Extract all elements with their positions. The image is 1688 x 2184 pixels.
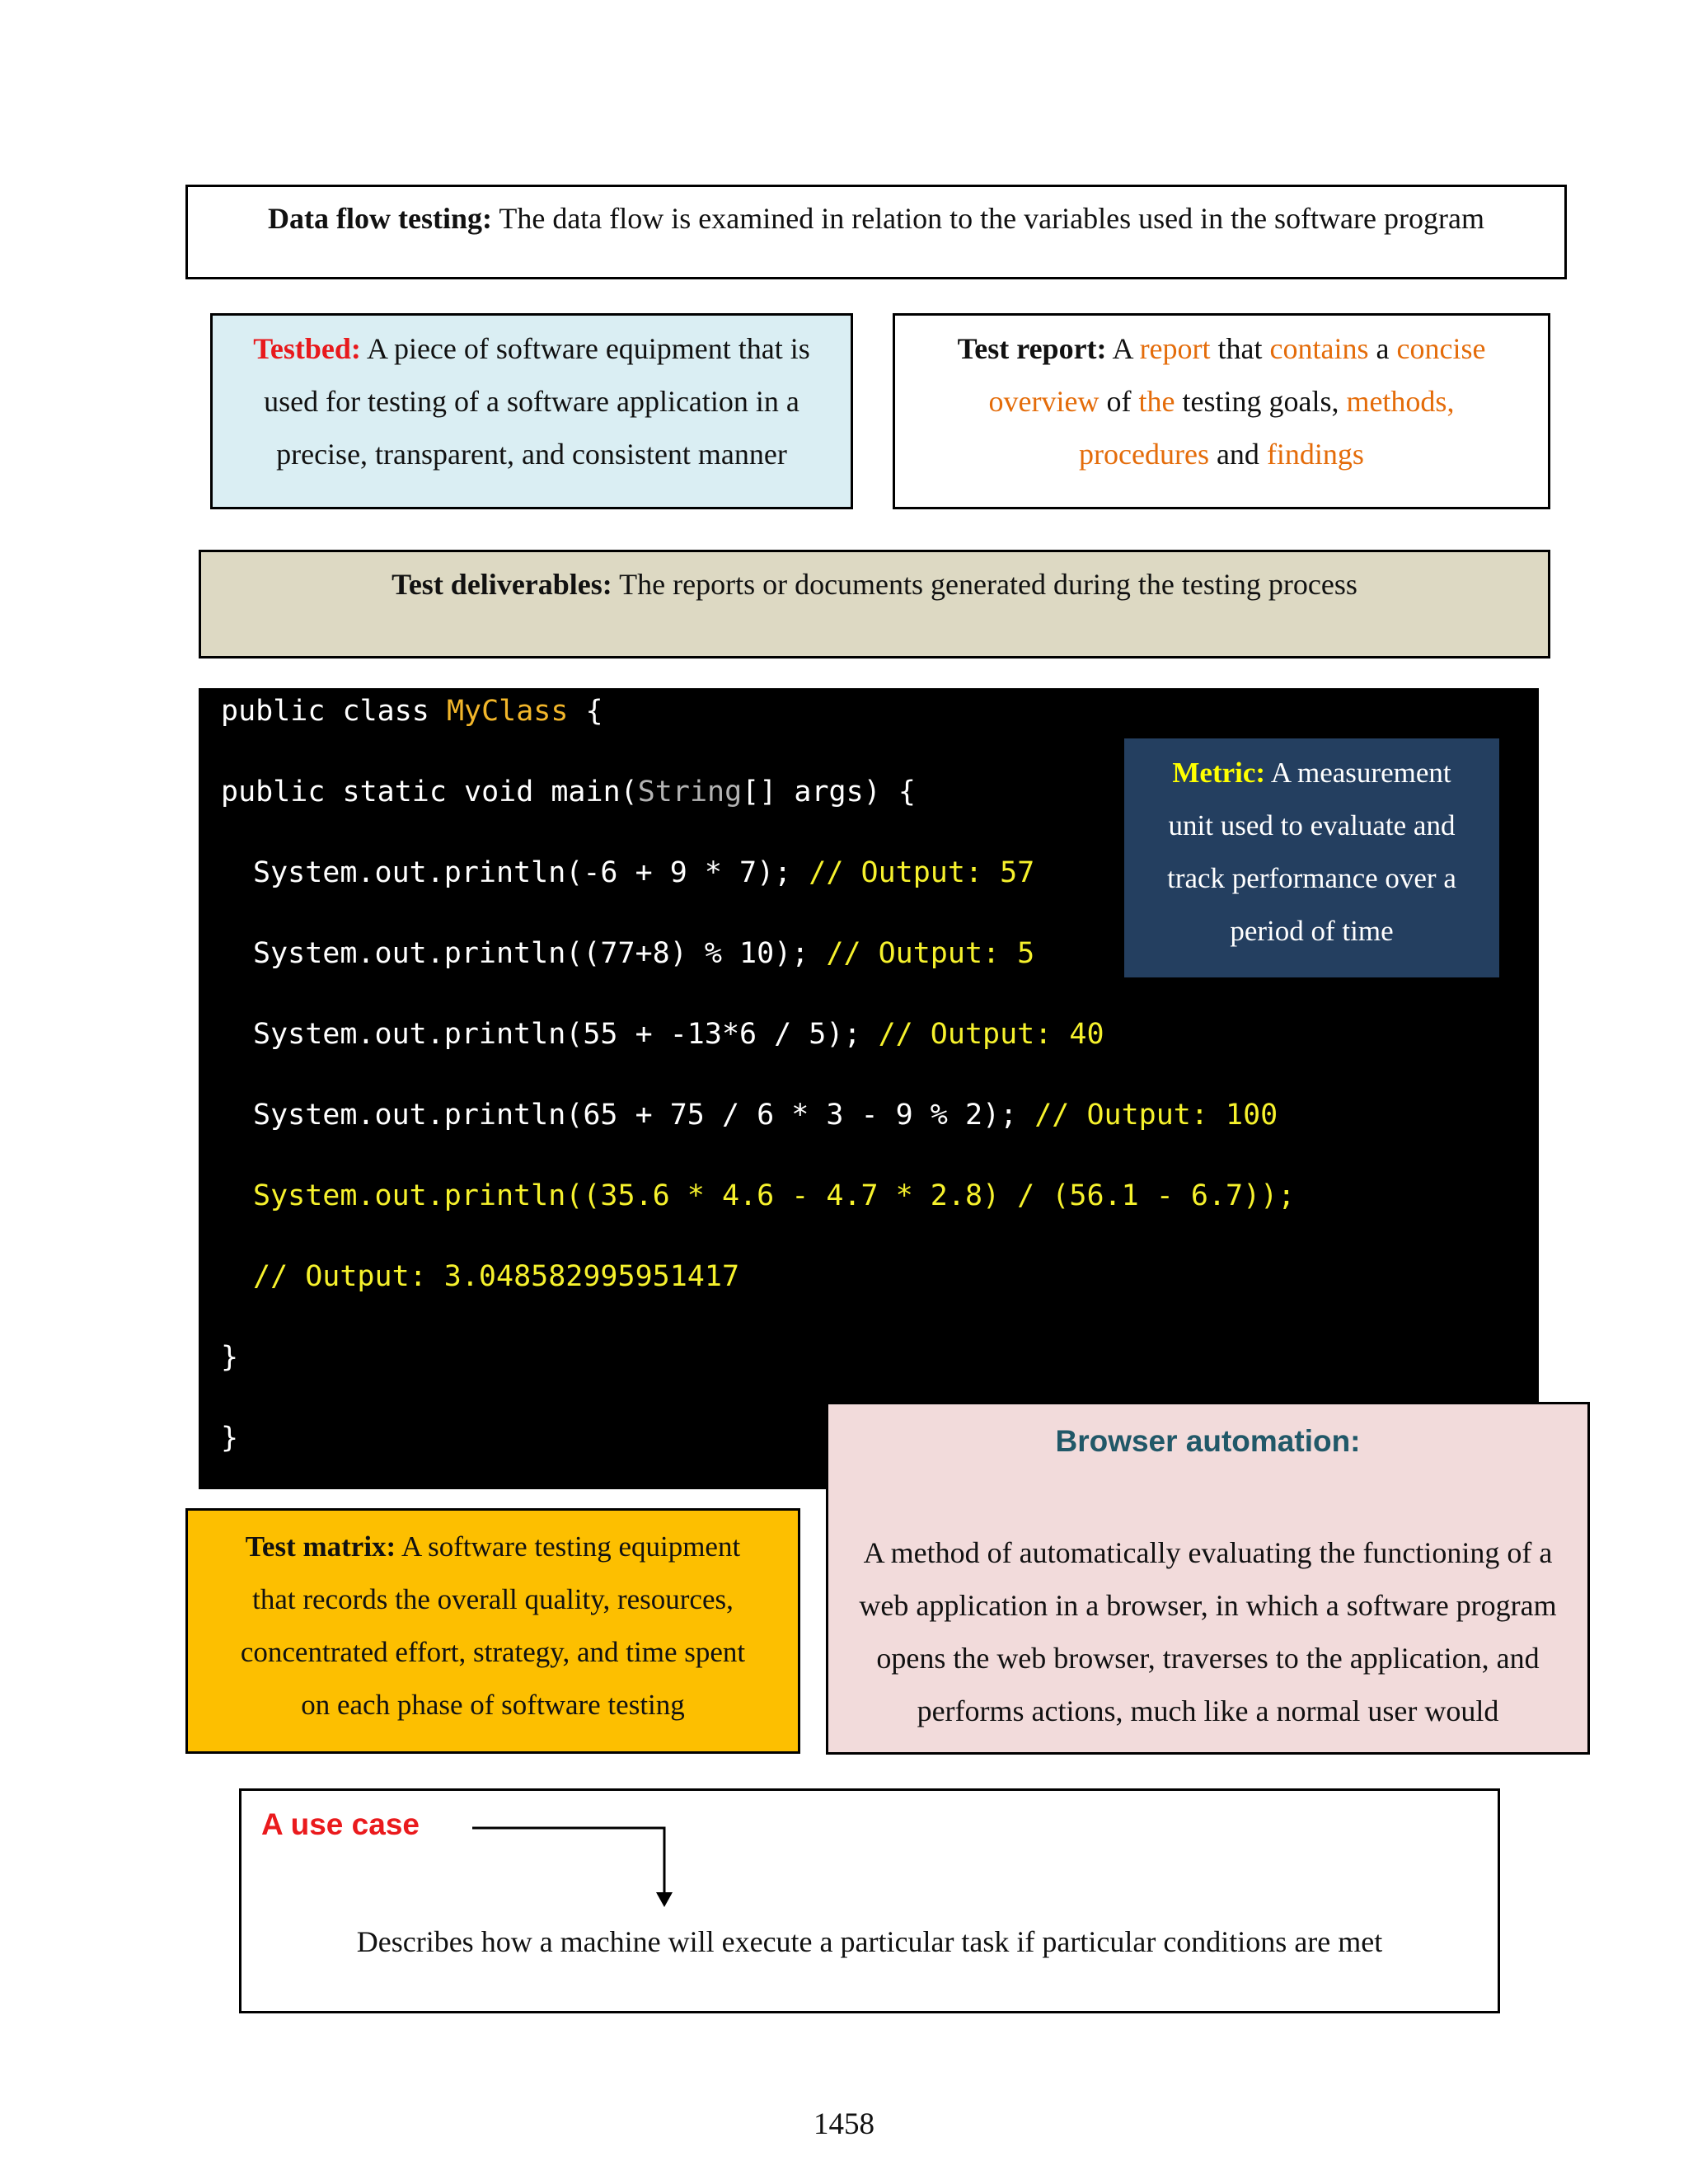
test-matrix-line-4: on each phase of software testing (301, 1689, 685, 1721)
test-report-word-highlight: procedures (1079, 438, 1209, 471)
code-comment: // Output: 3.048582995951417 (253, 1260, 740, 1293)
metric-line-3: track performance over a (1167, 862, 1456, 894)
testbed-box (210, 313, 853, 509)
test-report-word-highlight: the (1138, 385, 1175, 418)
code-comment: // Output: 40 (878, 1018, 1104, 1051)
code-comment: // Output: 5 (826, 937, 1035, 970)
test-report-word-highlight: concise (1396, 332, 1486, 365)
test-report-word-highlight: overview (988, 385, 1100, 418)
browser-automation-title: Browser automation: (1055, 1424, 1361, 1458)
data-flow-term: Data flow testing: (268, 202, 492, 235)
browser-automation-line-1: A method of automatically evaluating the functioning of a (863, 1536, 1553, 1569)
metric-line-4: period of time (1230, 915, 1394, 947)
testbed-line-3: precise, transparent, and consistent manner (276, 438, 787, 471)
test-matrix-box (185, 1508, 800, 1754)
code-line: public class MyClass { (221, 695, 603, 728)
data-flow-definition: The data flow is examined in relation to the variables used in the software program (499, 202, 1484, 235)
test-report-word-highlight: findings (1266, 438, 1364, 471)
code-line: System.out.println((77+8) % 10); // Output: 5 (253, 937, 1035, 970)
testbed-line-2: used for testing of a software application in a (264, 385, 799, 418)
code-line-highlighted: System.out.println((35.6 * 4.6 - 4.7 * 2.8) / (56.1 - 6.7)); (253, 1179, 1296, 1212)
test-report-word: testing goals, (1182, 385, 1339, 418)
code-comment: // Output: 57 (809, 856, 1035, 889)
testbed-line-1: A piece of software equipment that is (366, 332, 810, 365)
test-report-term: Test report: (957, 332, 1107, 365)
code-line: public static void main(String[] args) { (221, 776, 916, 808)
testbed-term: Testbed: (253, 332, 361, 365)
test-deliverables-term: Test deliverables: (392, 568, 612, 601)
code-type-name: String (637, 776, 743, 808)
code-comment: // Output: 100 (1034, 1099, 1278, 1132)
browser-automation-line-2: web application in a browser, in which a software program (859, 1589, 1557, 1622)
use-case-title: A use case (261, 1807, 420, 1841)
metric-line-1: A measurement (1270, 757, 1451, 789)
use-case-box (239, 1788, 1500, 2013)
code-closing-brace: } (221, 1422, 239, 1455)
test-matrix-line-3: concentrated effort, strategy, and time spent (240, 1636, 746, 1668)
browser-automation-line-4: performs actions, much like a normal user would (917, 1694, 1499, 1727)
code-line: System.out.println(55 + -13*6 / 5); // Output: 40 (253, 1018, 1104, 1051)
test-report-word: and (1216, 438, 1259, 471)
page-number: 1458 (814, 2107, 874, 2141)
test-report-word-highlight: report (1139, 332, 1211, 365)
metric-term: Metric: (1172, 757, 1266, 789)
metric-box (1124, 738, 1499, 977)
test-deliverables-definition: The reports or documents generated during the testing process (619, 568, 1357, 601)
test-report-word: A (1112, 332, 1132, 365)
code-line: System.out.println(65 + 75 / 6 * 3 - 9 % 2); // Output: 100 (253, 1099, 1278, 1132)
test-deliverables-box (199, 550, 1550, 658)
test-matrix-line-2: that records the overall quality, resources, (252, 1583, 734, 1615)
test-report-word: a (1376, 332, 1390, 365)
arrow-icon (241, 1791, 1503, 2016)
browser-automation-box (826, 1402, 1590, 1755)
data-flow-testing-box (185, 185, 1567, 279)
browser-automation-definition (828, 1526, 1587, 1737)
test-report-word: of (1106, 385, 1132, 418)
use-case-definition: Describes how a machine will execute a particular task if particular conditions are met (356, 1925, 1383, 1958)
test-matrix-term: Test matrix: (245, 1530, 396, 1563)
test-matrix-line-1: A software testing equipment (401, 1530, 741, 1563)
code-line: System.out.println(-6 + 9 * 7); // Output: 57 (253, 856, 1035, 889)
code-closing-brace: } (221, 1341, 239, 1374)
test-report-box (893, 313, 1550, 509)
test-report-word: that (1217, 332, 1263, 365)
test-report-word-highlight: methods, (1346, 385, 1455, 418)
metric-line-2: unit used to evaluate and (1168, 809, 1456, 841)
browser-automation-line-3: opens the web browser, traverses to the application, and (876, 1642, 1540, 1675)
code-class-name: MyClass (446, 695, 569, 728)
test-report-word-highlight: contains (1269, 332, 1369, 365)
